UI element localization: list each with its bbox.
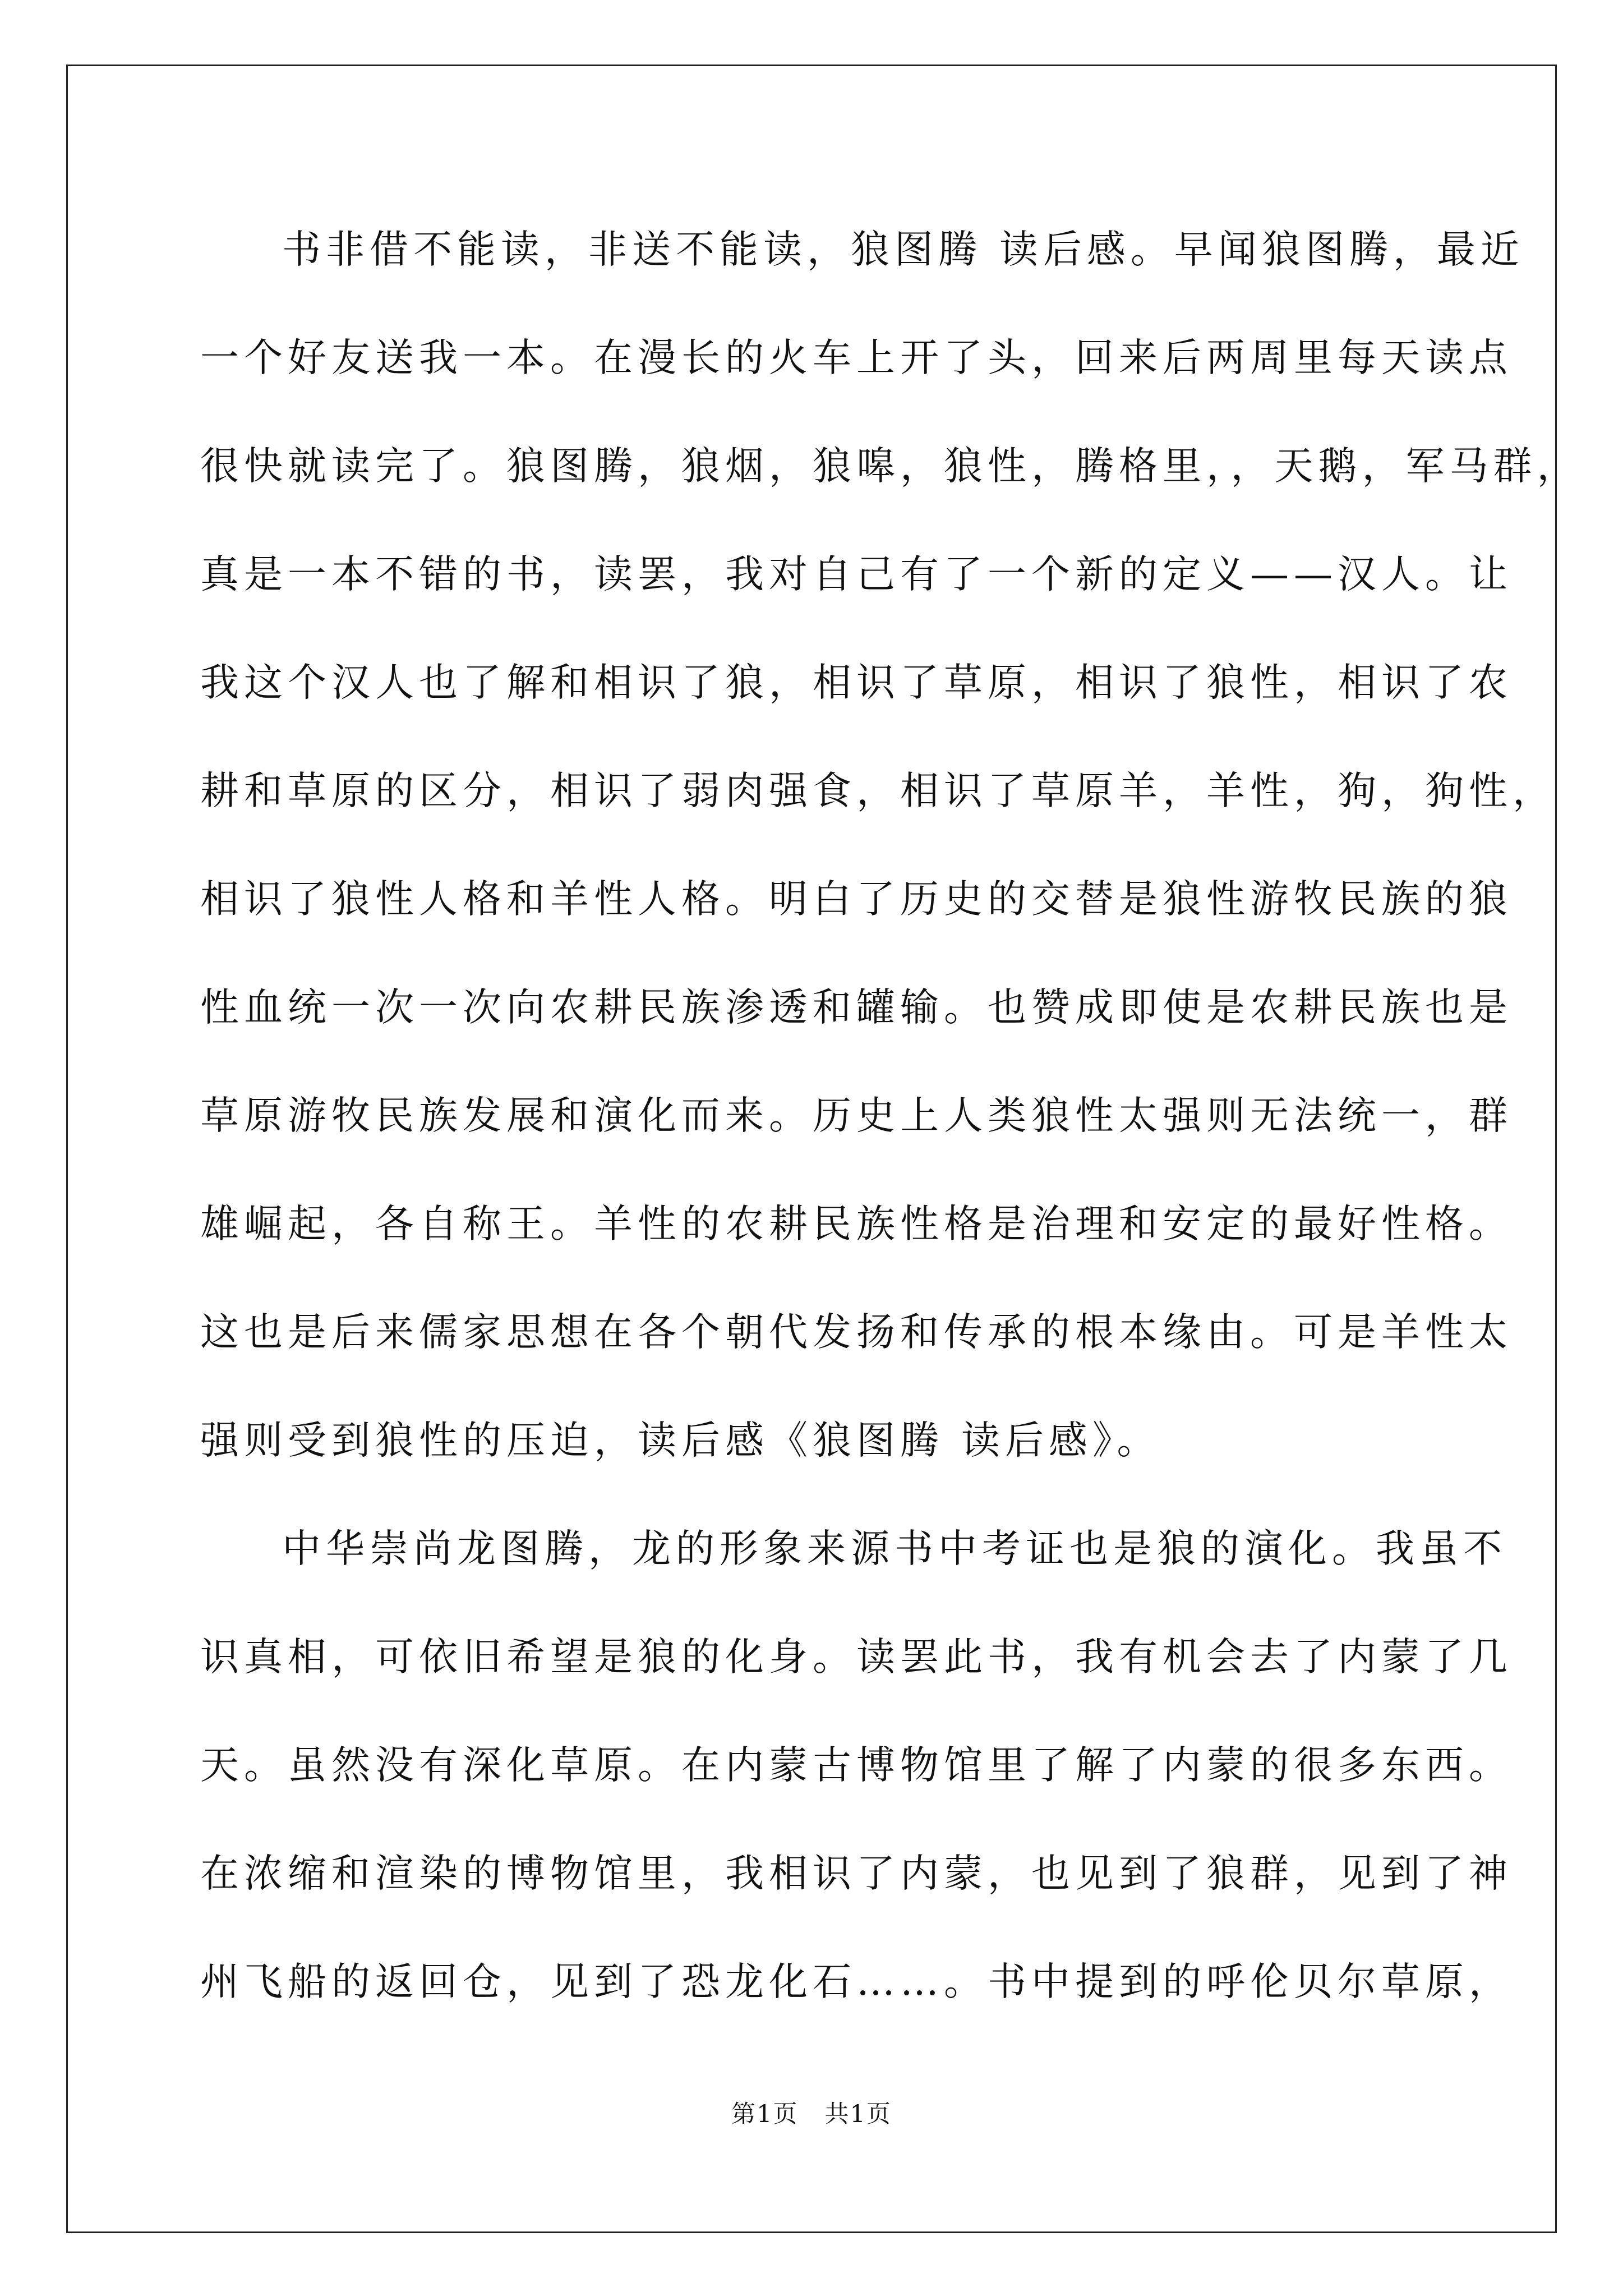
text-line: 雄崛起，各自称王。羊性的农耕民族性格是治理和安定的最好性格。: [200, 1202, 1513, 1246]
text-line: 我这个汉人也了解和相识了狼，相识了草原，相识了狼性，相识了农: [200, 660, 1513, 705]
text-line: 性血统一次一次向农耕民族渗透和罐输。也赞成即使是农耕民族也是: [200, 985, 1513, 1030]
text-line: 州飞船的返回仓，见到了恐龙化石……。书中提到的呼伦贝尔草原，: [200, 1959, 1513, 2004]
text-line: 耕和草原的区分，相识了弱肉强食，相识了草原羊，羊性，狗，狗性，: [200, 769, 1556, 813]
text-line: 中华崇尚龙图腾，龙的形象来源书中考证也是狼的演化。我虽不: [282, 1526, 1507, 1571]
text-line: 真是一本不错的书，读罢，我对自己有了一个新的定义——汉人。让: [200, 552, 1513, 597]
text-line: 天。虽然没有深化草原。在内蒙古博物馆里了解了内蒙的很多东西。: [200, 1743, 1513, 1788]
text-line: 识真相，可依旧希望是狼的化身。读罢此书，我有机会去了内蒙了几: [200, 1635, 1513, 1680]
text-line: 很快就读完了。狼图腾，狼烟，狼嗥，狼性，腾格里，，天鹅，军马群，: [200, 444, 1581, 489]
text-line: 草原游牧民族发展和演化而来。历史上人类狼性太强则无法统一，群: [200, 1093, 1513, 1138]
text-line: 书非借不能读，非送不能读，狼图腾 读后感。早闻狼图腾，最近: [282, 227, 1524, 272]
text-line: 一个好友送我一本。在漫长的火车上开了头，回来后两周里每天读点: [200, 335, 1513, 380]
text-line: 强则受到狼性的压迫，读后感《狼图腾 读后感》。: [200, 1418, 1161, 1463]
text-line: 相识了狼性人格和羊性人格。明白了历史的交替是狼性游牧民族的狼: [200, 877, 1513, 922]
text-line: 这也是后来儒家思想在各个朝代发扬和传承的根本缘由。可是羊性太: [200, 1310, 1513, 1355]
document-body: [200, 216, 1581, 2056]
text-line: 在浓缩和渲染的博物馆里，我相识了内蒙，也见到了狼群，见到了神: [200, 1851, 1513, 1896]
page-number-footer: 第1页 共1页: [731, 2100, 892, 2128]
